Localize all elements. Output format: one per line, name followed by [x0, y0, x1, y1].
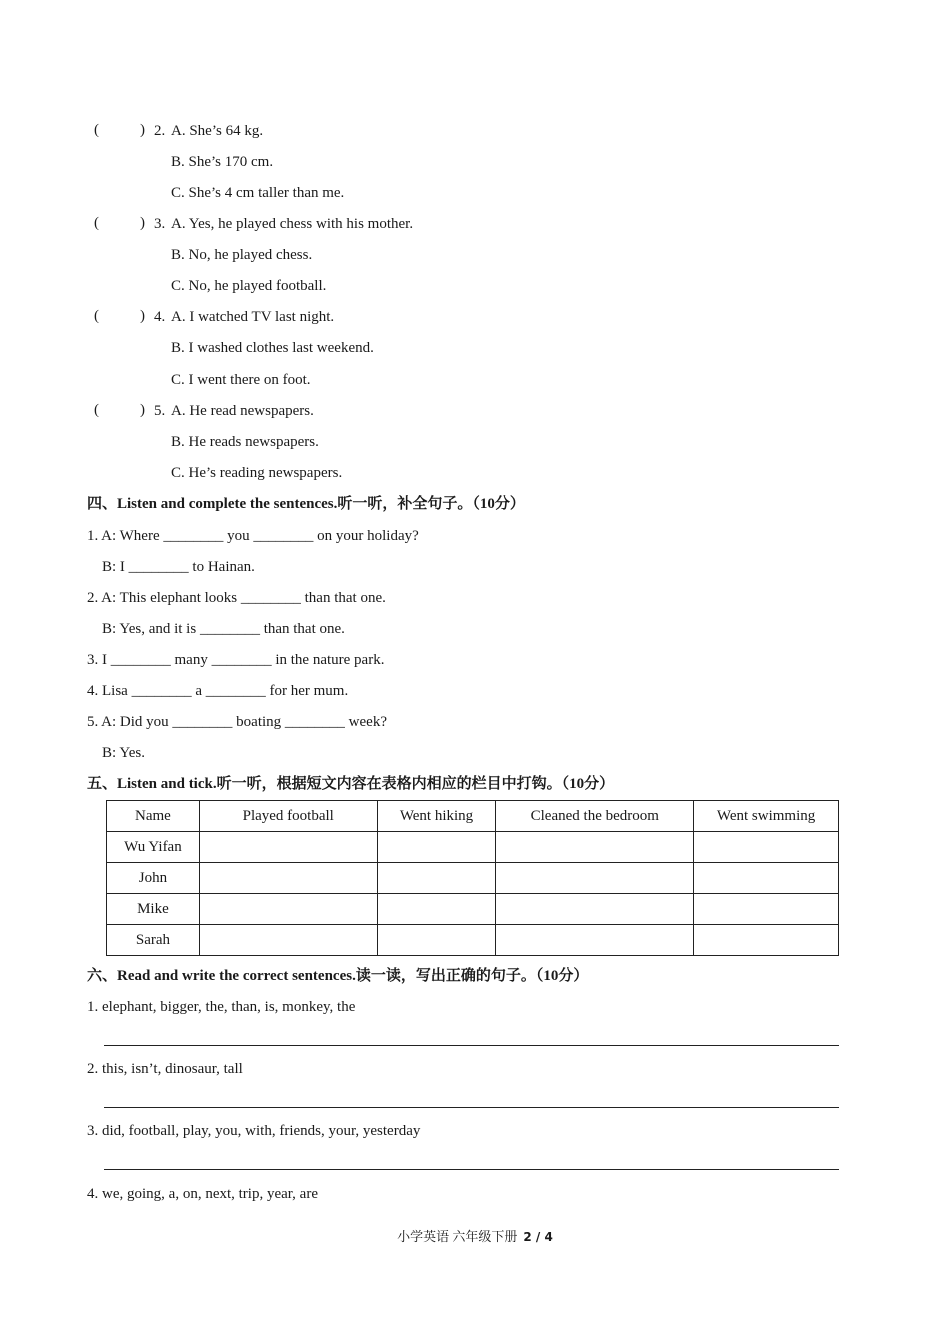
option-text: C. She’s 4 cm taller than me. — [171, 185, 345, 201]
section-heading: 五、Listen and tick.听一听，根据短文内容在表格内相应的栏目中打钩。（10分） — [87, 776, 615, 792]
tick-cell[interactable] — [199, 894, 377, 925]
answer-paren-open: ( — [94, 308, 99, 324]
tick-cell[interactable] — [377, 832, 496, 863]
sentence-line: 5. A: Did you ________ boating ________ week? — [87, 714, 387, 730]
row-name: Mike — [107, 894, 200, 925]
row-name: Wu Yifan — [107, 832, 200, 863]
tick-cell[interactable] — [694, 863, 839, 894]
table-row — [107, 894, 839, 925]
row-name: John — [107, 863, 200, 894]
column-header: Went swimming — [694, 801, 839, 832]
tick-cell[interactable] — [377, 863, 496, 894]
question-number: 5. — [154, 403, 166, 419]
sentence-line: 3. I ________ many ________ in the nature park. — [87, 652, 385, 668]
word-prompt: 3. did, football, play, you, with, friends, your, yesterday — [87, 1123, 421, 1139]
option-text: A. Yes, he played chess with his mother. — [171, 216, 414, 232]
section-heading: 四、Listen and complete the sentences.听一听，补全句子。（10分） — [87, 496, 525, 512]
tick-cell[interactable] — [694, 894, 839, 925]
answer-paren-open: ( — [94, 215, 99, 231]
tick-cell[interactable] — [377, 894, 496, 925]
column-header: Name — [107, 801, 200, 832]
column-header: Went hiking — [377, 801, 496, 832]
tick-cell[interactable] — [496, 863, 694, 894]
answer-paren-close: ) — [140, 402, 145, 418]
answer-paren-close: ) — [140, 122, 145, 138]
sentence-line: B: Yes. — [87, 745, 145, 761]
tick-table — [106, 800, 839, 956]
option-text: B. No, he played chess. — [171, 247, 313, 263]
question-number: 4. — [154, 309, 166, 325]
word-prompt: 1. elephant, bigger, the, than, is, monkey, the — [87, 999, 356, 1015]
option-text: B. He reads newspapers. — [171, 434, 319, 450]
word-prompt: 2. this, isn’t, dinosaur, tall — [87, 1061, 243, 1077]
tick-cell[interactable] — [496, 894, 694, 925]
sentence-line: 1. A: Where ________ you ________ on your holiday? — [87, 528, 419, 544]
page-footer — [0, 1226, 950, 1245]
sentence-line: B: I ________ to Hainan. — [87, 559, 255, 575]
column-header: Cleaned the bedroom — [496, 801, 694, 832]
word-prompt: 4. we, going, a, on, next, trip, year, are — [87, 1186, 318, 1202]
table-header-row — [107, 801, 839, 832]
option-text: C. He’s reading newspapers. — [171, 465, 343, 481]
sentence-line: 4. Lisa ________ a ________ for her mum. — [87, 683, 349, 699]
tick-cell[interactable] — [199, 832, 377, 863]
option-text: A. She’s 64 kg. — [171, 123, 264, 139]
option-text: A. He read newspapers. — [171, 403, 314, 419]
table-row — [107, 863, 839, 894]
page-number: 2 / 4 — [523, 1230, 553, 1244]
sentence-line: 2. A: This elephant looks ________ than that one. — [87, 590, 386, 606]
column-header: Played football — [199, 801, 377, 832]
answer-line[interactable] — [104, 1169, 839, 1170]
tick-cell[interactable] — [694, 925, 839, 956]
option-text: C. No, he played football. — [171, 278, 327, 294]
sentence-line: B: Yes, and it is ________ than that one. — [87, 621, 345, 637]
answer-line[interactable] — [104, 1045, 839, 1046]
table-row — [107, 832, 839, 863]
answer-paren-open: ( — [94, 402, 99, 418]
table-row — [107, 925, 839, 956]
row-name: Sarah — [107, 925, 200, 956]
tick-cell[interactable] — [377, 925, 496, 956]
tick-cell[interactable] — [496, 832, 694, 863]
footer-text: 小学英语 六年级下册 — [397, 1229, 518, 1244]
tick-cell[interactable] — [199, 925, 377, 956]
tick-cell[interactable] — [496, 925, 694, 956]
question-number: 2. — [154, 123, 166, 139]
option-text: A. I watched TV last night. — [171, 309, 335, 325]
answer-paren-open: ( — [94, 122, 99, 138]
tick-cell[interactable] — [694, 832, 839, 863]
answer-paren-close: ) — [140, 215, 145, 231]
question-number: 3. — [154, 216, 166, 232]
option-text: B. I washed clothes last weekend. — [171, 340, 374, 356]
option-text: B. She’s 170 cm. — [171, 154, 274, 170]
section-heading: 六、Read and write the correct sentences.读一读，写出正确的句子。（10分） — [87, 968, 589, 984]
answer-paren-close: ) — [140, 308, 145, 324]
answer-line[interactable] — [104, 1107, 839, 1108]
option-text: C. I went there on foot. — [171, 372, 311, 388]
tick-cell[interactable] — [199, 863, 377, 894]
